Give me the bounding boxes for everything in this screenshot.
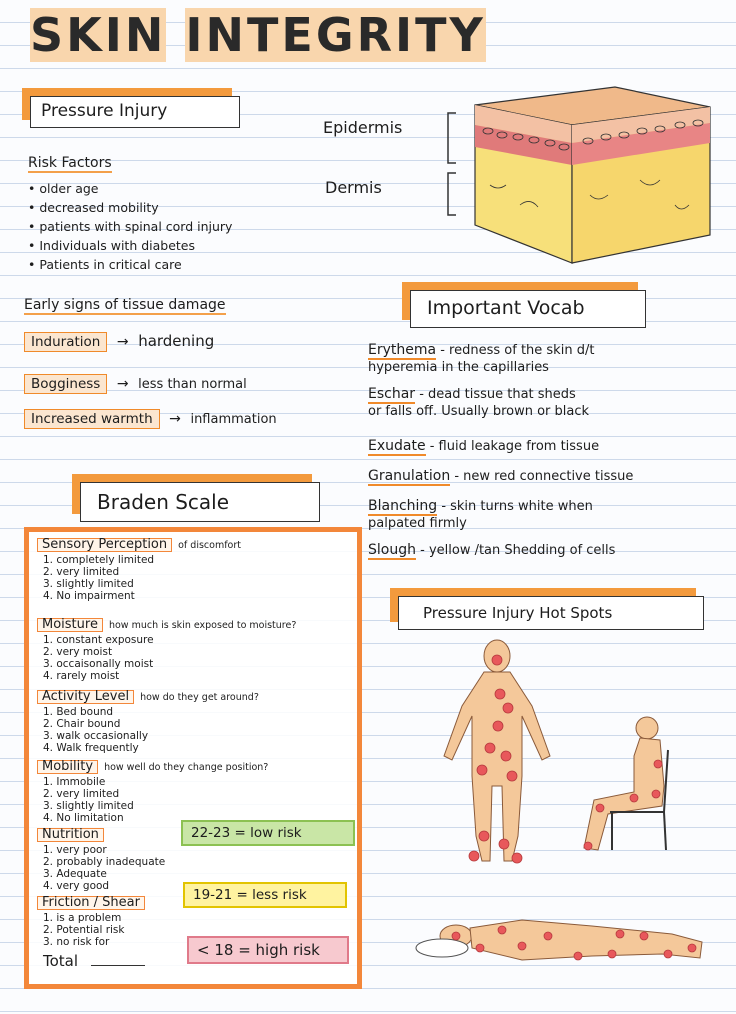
list-item: 1. very poor <box>43 844 107 856</box>
early-sign-row <box>24 408 364 429</box>
title-part1: SKIN <box>30 8 167 62</box>
term-induration: Induration <box>24 332 107 352</box>
risk-high-badge <box>187 936 349 964</box>
list-item: 2. Chair bound <box>43 718 121 730</box>
risk-label: < 18 = high risk <box>197 941 320 959</box>
braden-items <box>43 706 357 754</box>
skin-layer-diagram <box>320 85 720 265</box>
vocab-definition: - redness of the skin d/t <box>440 343 595 358</box>
vocab-definition: - dead tissue that sheds <box>419 387 576 402</box>
braden-items <box>43 634 357 682</box>
hotspots-header-text: Pressure Injury Hot Spots <box>423 604 613 622</box>
list-item: 3. slightly limited <box>43 578 134 590</box>
vocab-word: Eschar <box>368 386 416 402</box>
list-item: • Individuals with diabetes <box>28 238 196 253</box>
early-signs-title: Early signs of tissue damage <box>24 297 226 313</box>
braden-section <box>37 690 357 754</box>
braden-items <box>43 776 357 824</box>
early-sign-row <box>24 331 364 352</box>
braden-total <box>43 952 145 970</box>
vocab-item <box>368 386 728 438</box>
list-item: 1. Immobile <box>43 776 106 788</box>
list-item: 1. Bed bound <box>43 706 114 718</box>
list-item: • patients with spinal cord injury <box>28 219 233 234</box>
arrow-icon: → <box>164 411 186 427</box>
list-item: 2. very limited <box>43 788 120 800</box>
term-increased-warmth: Increased warmth <box>24 409 160 429</box>
vocab-word: Exudate <box>368 438 426 454</box>
braden-items <box>43 912 197 948</box>
list-item: • older age <box>28 181 99 196</box>
early-sign-row <box>24 373 364 394</box>
arrow-icon: → <box>112 334 134 350</box>
important-vocab-header <box>410 290 646 328</box>
braden-section <box>37 760 357 824</box>
braden-scale-box <box>24 527 362 989</box>
braden-question: of discomfort <box>178 540 241 551</box>
list-item: 2. very moist <box>43 646 113 658</box>
total-blank-line <box>91 965 145 966</box>
list-item: 4. Walk frequently <box>43 742 139 754</box>
vocab-list <box>368 342 728 566</box>
pressure-injury-header-text: Pressure Injury <box>41 101 168 121</box>
vocab-word: Granulation <box>368 468 451 484</box>
vocab-definition: - skin turns white when <box>441 499 593 514</box>
vocab-item <box>368 342 728 386</box>
braden-section-title: Friction / Shear <box>37 896 145 910</box>
braden-section-title: Nutrition <box>37 828 104 842</box>
dermis-label: Dermis <box>325 178 382 197</box>
braden-question: how much is skin exposed to moisture? <box>108 620 297 631</box>
vocab-definition-cont: or falls off. Usually brown or black <box>368 404 590 419</box>
list-item: 1. constant exposure <box>43 634 154 646</box>
term-meaning: inflammation <box>190 412 277 427</box>
risk-factors-title: Risk Factors <box>28 155 112 171</box>
early-signs-section <box>24 294 354 315</box>
term-meaning: hardening <box>138 332 215 350</box>
list-item: 1. completely limited <box>43 554 155 566</box>
vocab-definition: - new red connective tissue <box>454 469 634 484</box>
list-item: • decreased mobility <box>28 200 159 215</box>
vocab-word: Erythema <box>368 342 437 358</box>
risk-label: 22-23 = low risk <box>191 825 302 841</box>
vocab-word: Slough <box>368 542 416 558</box>
vocab-definition-cont: palpated firmly <box>368 516 467 531</box>
list-item: • Patients in critical care <box>28 257 182 272</box>
vocab-word: Blanching <box>368 498 438 514</box>
list-item: 2. Potential risk <box>43 924 125 936</box>
term-meaning: less than normal <box>138 377 247 392</box>
vocab-definition: - fluid leakage from tissue <box>429 439 600 454</box>
hotspots-illustration <box>372 636 732 1006</box>
term-bogginess: Bogginess <box>24 374 107 394</box>
vocab-item <box>368 542 728 566</box>
vocab-item <box>368 438 728 468</box>
braden-total-label: Total <box>43 952 79 970</box>
list-item: 1. is a problem <box>43 912 122 924</box>
page-title <box>30 8 710 70</box>
vocab-item <box>368 468 728 498</box>
braden-question: how well do they change position? <box>104 762 269 773</box>
braden-items <box>43 554 357 602</box>
braden-section <box>37 538 357 602</box>
braden-section-title: Moisture <box>37 618 103 632</box>
risk-less-badge <box>183 882 347 908</box>
hotspots-header <box>398 596 704 630</box>
risk-label: 19-21 = less risk <box>193 887 307 903</box>
title-part2: INTEGRITY <box>185 8 486 62</box>
braden-section <box>37 828 197 892</box>
braden-section-title: Mobility <box>37 760 98 774</box>
list-item: 4. No impairment <box>43 590 135 602</box>
braden-scale-header <box>80 482 320 522</box>
epidermis-label: Epidermis <box>323 118 403 137</box>
vocab-definition-cont: hyperemia in the capillaries <box>368 360 549 375</box>
pressure-injury-header <box>30 96 240 128</box>
list-item: 4. No limitation <box>43 812 124 824</box>
arrow-icon: → <box>112 376 134 392</box>
pillow-icon <box>416 939 468 957</box>
list-item: 3. occaisonally moist <box>43 658 154 670</box>
braden-section-title: Sensory Perception <box>37 538 172 552</box>
list-item: 4. very good <box>43 880 110 892</box>
skin-cube-illustration <box>440 85 720 265</box>
list-item: 3. slightly limited <box>43 800 134 812</box>
important-vocab-header-text: Important Vocab <box>427 297 585 319</box>
braden-question: how do they get around? <box>140 692 259 703</box>
list-item: 2. very limited <box>43 566 120 578</box>
braden-section <box>37 618 357 682</box>
list-item: 4. rarely moist <box>43 670 120 682</box>
risk-factor-list <box>28 179 328 274</box>
list-item: 2. probably inadequate <box>43 856 166 868</box>
standing-figure-body <box>444 672 550 861</box>
vocab-item <box>368 498 728 542</box>
risk-factors <box>28 152 328 274</box>
vocab-definition: - yellow /tan Shedding of cells <box>420 543 616 558</box>
list-item: 3. no risk for <box>43 936 110 948</box>
sitting-figure-head <box>636 717 658 739</box>
braden-section <box>37 896 197 948</box>
braden-items <box>43 844 197 892</box>
list-item: 3. walk occasionally <box>43 730 149 742</box>
risk-low-badge <box>181 820 355 846</box>
braden-section-title: Activity Level <box>37 690 134 704</box>
list-item: 3. Adequate <box>43 868 107 880</box>
braden-scale-header-text: Braden Scale <box>97 490 230 514</box>
